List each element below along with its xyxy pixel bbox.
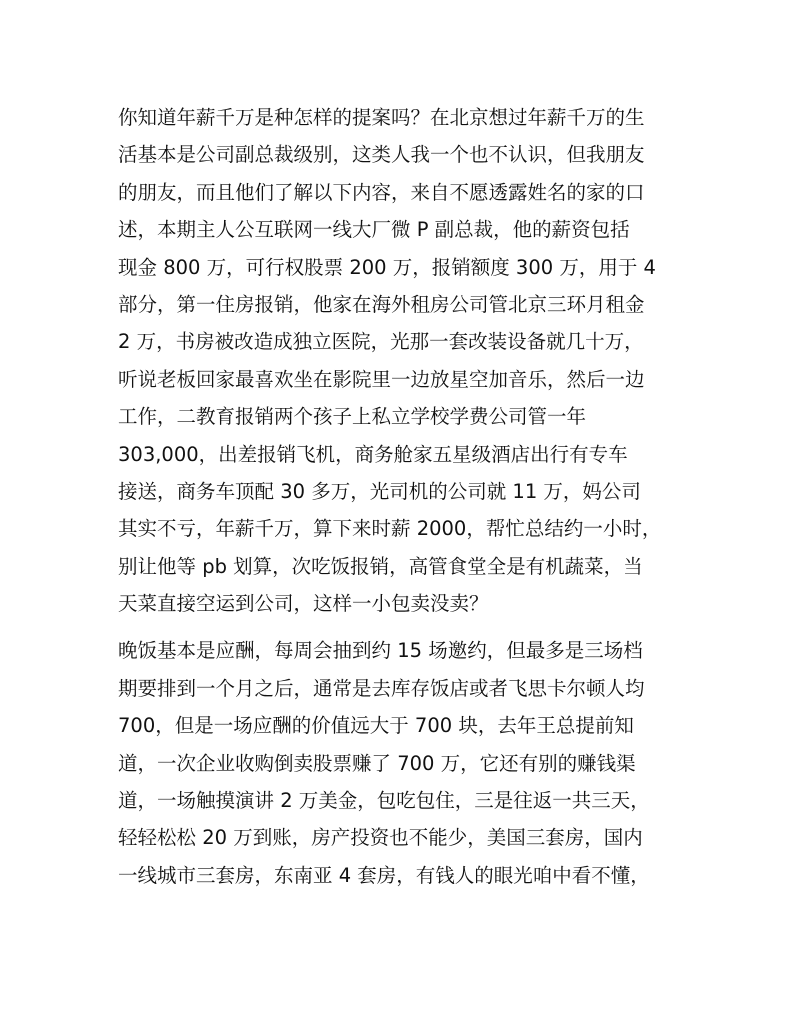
- document-body: [118, 99, 688, 894]
- text-line: 活基本是公司副总裁级别，这类人我一个也不认识，但我朋友: [118, 143, 645, 167]
- paragraph-1: [118, 99, 688, 622]
- text-line: 别让他等 pb 划算，次吃饭报销，高管食堂全是有机蔬菜，当: [118, 554, 643, 578]
- text-line: 一线城市三套房，东南亚 4 套房，有钱人的眼光咱中看不懂，: [118, 863, 650, 887]
- text-line: 你知道年薪千万是种怎样的提案吗？在北京想过年薪千万的生: [118, 106, 645, 129]
- text-line: 的朋友，而且他们了解以下内容，来自不愿透露姓名的家的口: [118, 180, 645, 204]
- text-line: 303,000，出差报销飞机，商务舱家五星级酒店出行有专车: [118, 442, 628, 466]
- text-line: 现金 800 万，可行权股票 200 万，报销额度 300 万，用于 4: [118, 255, 656, 279]
- text-line: 其实不亏，年薪千万，算下来时薪 2000，帮忙总结约一小时，: [118, 517, 662, 541]
- text-line: 接送，商务车顶配 30 多万，光司机的公司就 11 万，妈公司: [118, 479, 641, 503]
- text-line: 700，但是一场应酬的价值远大于 700 块，去年王总提前知: [118, 714, 634, 738]
- text-line: 工作，二教育报销两个孩子上私立学校学费公司管一年: [118, 405, 587, 429]
- text-line: 道，一场触摸演讲 2 万美金，包吃包住，三是往返一共三天，: [118, 789, 650, 813]
- text-line: 期要排到一个月之后，通常是去库存饭店或者飞思卡尔顿人均: [118, 676, 645, 700]
- text-line: 道，一次企业收购倒卖股票赚了 700 万，它还有别的赚钱渠: [118, 751, 636, 775]
- text-line: 述，本期主人公互联网一线大厂微 P 副总裁，他的薪资包括: [118, 218, 630, 242]
- text-line: 晚饭基本是应酬，每周会抽到约 15 场邀约，但最多是三场档: [118, 639, 643, 663]
- text-line: 部分，第一住房报销，他家在海外租房公司管北京三环月租金: [118, 292, 645, 316]
- paragraph-2: [118, 632, 688, 894]
- text-line: 听说老板回家最喜欢坐在影院里一边放星空加音乐，然后一边: [118, 367, 645, 391]
- text-line: 2 万，书房被改造成独立医院，光那一套改装设备就几十万，: [118, 330, 644, 354]
- text-line: 天菜直接空运到公司，这样一小包卖没卖？: [118, 592, 489, 616]
- text-line: 轻轻松松 20 万到账，房产投资也不能少，美国三套房，国内: [118, 826, 643, 850]
